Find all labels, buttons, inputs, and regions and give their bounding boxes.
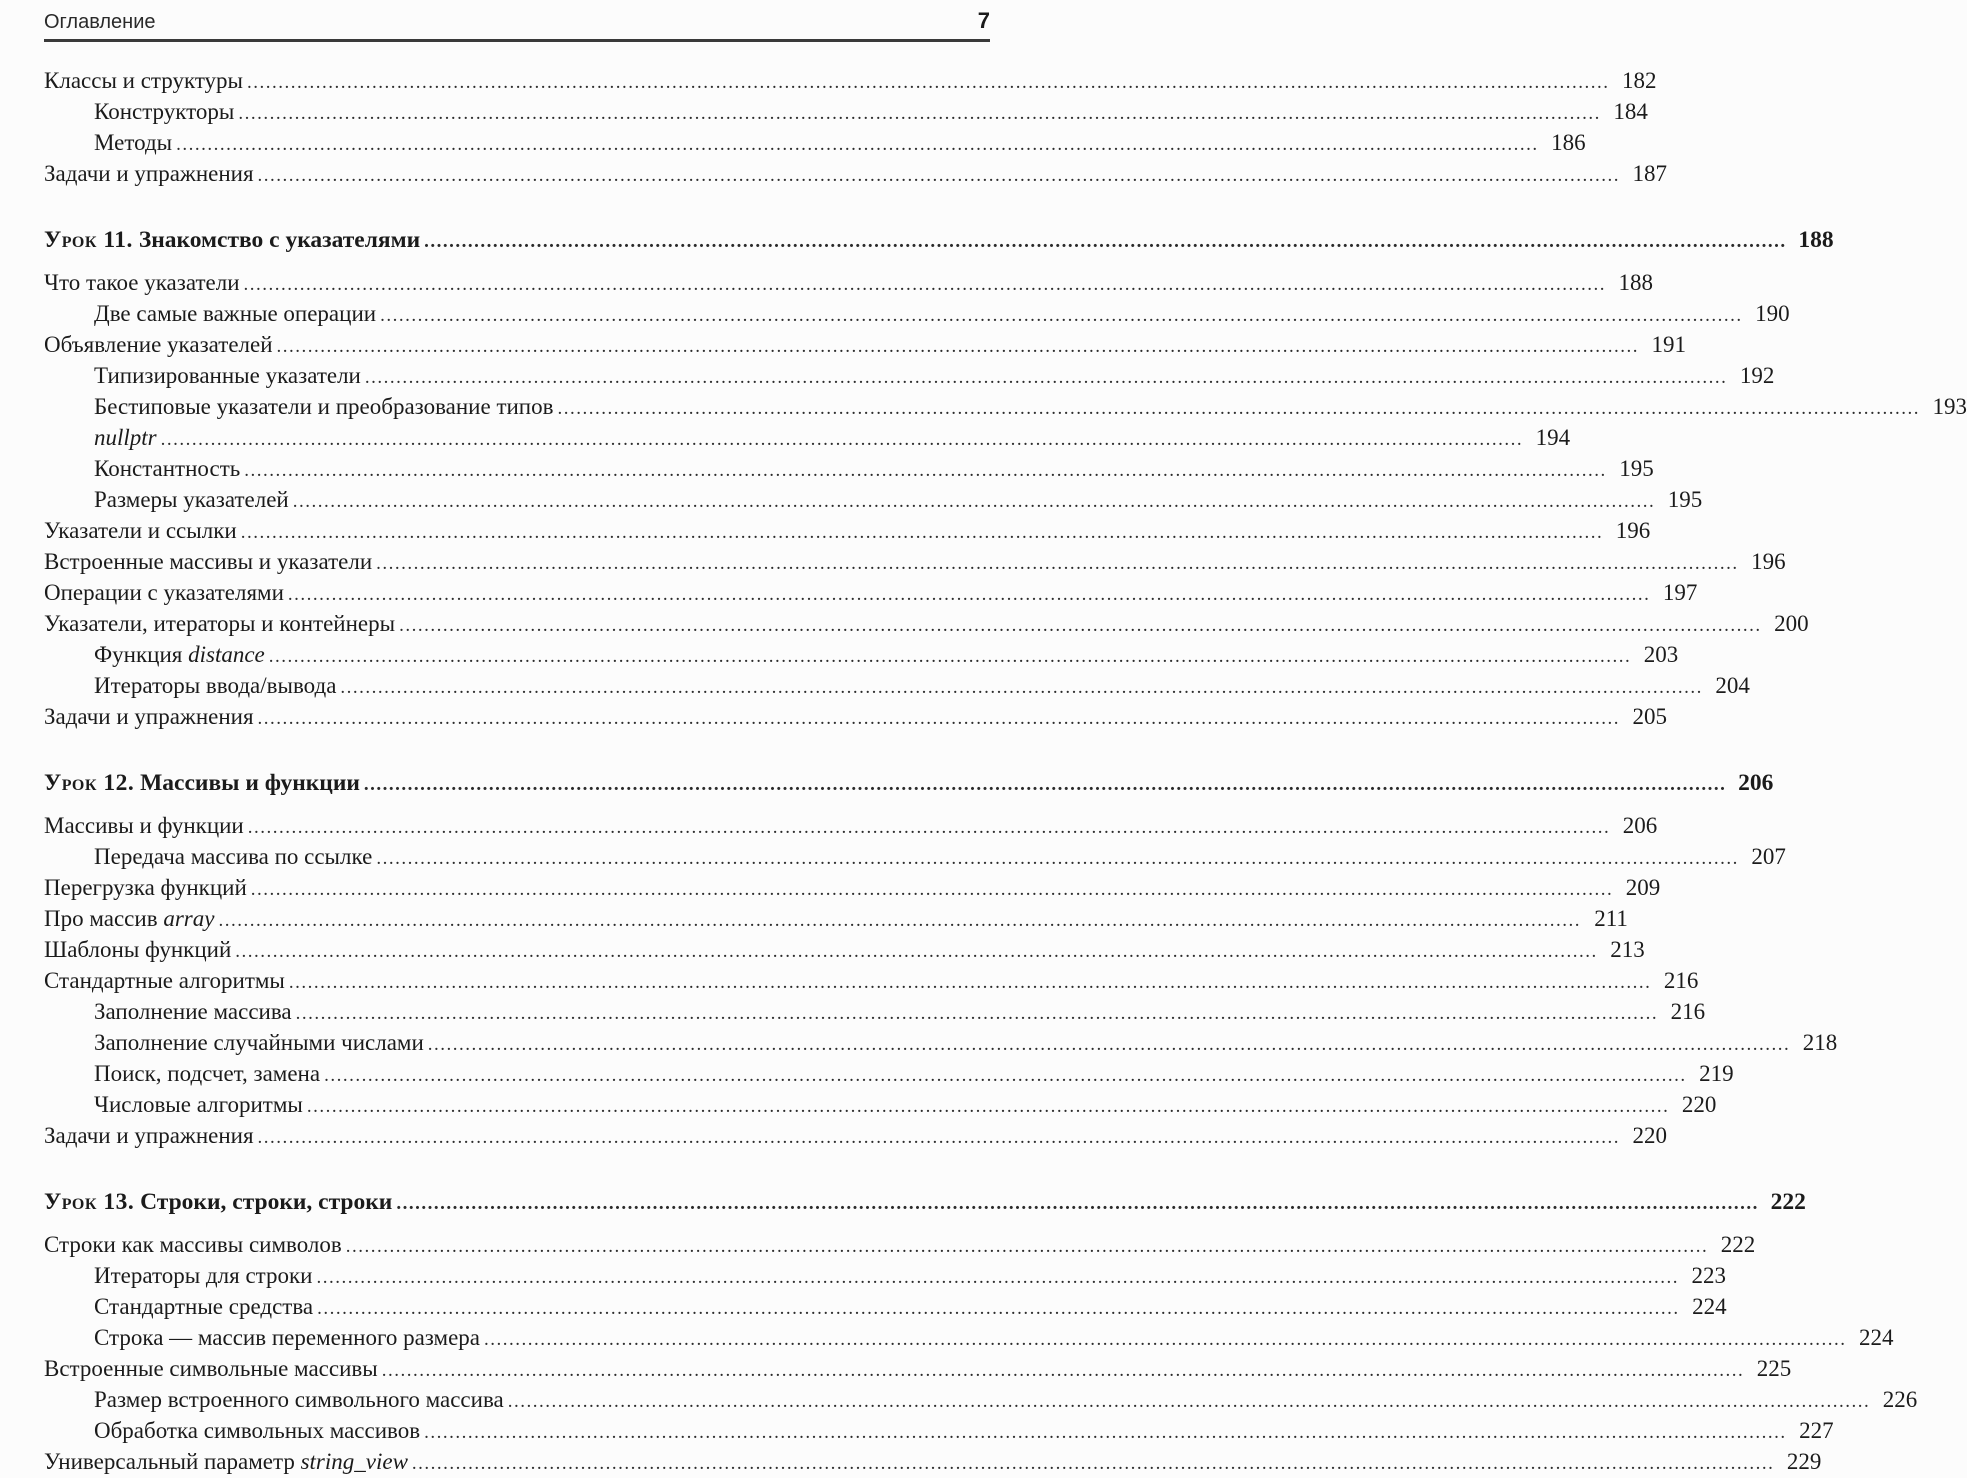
toc-entry-row [44,1090,1717,1121]
toc-entry-label [94,1416,420,1445]
toc-page-number: 186 [1551,130,1586,155]
dot-leader [258,159,1621,190]
toc-run: Передача массива по ссылке [94,844,373,869]
toc-entry-row [44,1121,1668,1152]
toc-page-number: 216 [1663,968,1699,993]
dot-leader [316,1261,1679,1292]
toc-list [44,66,1967,1478]
toc-entry-row [44,1385,1918,1416]
toc-page-number: 203 [1643,642,1679,667]
toc-entry-row [44,97,1648,128]
toc-run: Бестиповые указатели и преобразование типов [94,394,554,419]
toc-entry-row [44,454,1654,485]
toc-page-number: 224 [1692,1294,1727,1319]
toc-run: Размеры указателей [94,487,289,512]
dot-leader [365,361,1728,392]
dot-leader [324,1059,1687,1090]
toc-page-number: 188 [1618,270,1654,295]
toc-entry-row [44,392,1967,423]
toc-run: Перегрузка функций [44,875,247,900]
toc-page-number: 216 [1670,999,1706,1024]
toc-entry-label [44,873,247,902]
toc-run: Стандартные средства [94,1294,314,1319]
toc-page-number: 227 [1799,1418,1834,1443]
toc-run: Указатели и ссылки [44,518,237,543]
dot-leader [412,1447,1775,1478]
toc-run: Константность [94,456,241,481]
toc-entry-row [44,842,1786,873]
toc-run: Числовые алгоритмы [94,1092,303,1117]
toc-page-number: 220 [1632,1123,1668,1148]
toc-page-number: 184 [1613,99,1648,124]
toc-page-number: 188 [1798,227,1834,253]
toc-run: Массивы и функции [44,813,244,838]
dot-leader [251,873,1614,904]
toc-entry-label [44,578,284,607]
toc-page-number: 219 [1699,1061,1734,1086]
toc-page-number: 222 [1770,1189,1806,1215]
toc-page-number: 187 [1632,161,1668,186]
toc-run: Итераторы для строки [94,1263,313,1288]
dot-leader [396,1188,1759,1218]
running-head [44,8,990,42]
toc-page-number: 207 [1751,844,1786,869]
toc-entry-row [44,702,1668,733]
toc-entry-row [44,268,1654,299]
toc-entry-row [44,299,1790,330]
toc-run: Задачи и упражнения [44,704,254,729]
toc-run: Функция [94,642,189,667]
toc-entry-row [44,1261,1726,1292]
toc-entry-label [94,1059,320,1088]
toc-run: Типизированные указатели [94,363,361,388]
toc-run: Обработка символьных массивов [94,1418,421,1443]
toc-run: Задачи и упражнения [44,161,254,186]
toc-entry-label [94,842,372,871]
toc-entry-label [94,1028,424,1057]
toc-entry-row [44,1323,1894,1354]
toc-run: distance [188,642,265,667]
toc-entry-row [44,997,1706,1028]
toc-entry-row [44,1447,1822,1478]
toc-run: Встроенные массивы и указатели [44,549,373,574]
toc-page-number: 195 [1667,487,1703,512]
toc-run: Урок 11. [44,227,133,253]
dot-leader [248,811,1611,842]
toc-page-number: 218 [1802,1030,1838,1055]
dot-leader [247,66,1610,97]
toc-entry-row [44,516,1651,547]
toc-entry-label [44,226,420,255]
toc-run: Методы [94,130,173,155]
toc-entry-label [44,769,360,798]
toc-entry-row [44,966,1699,997]
toc-entry-label [44,268,240,297]
toc-page-number: 195 [1619,456,1654,481]
toc-entry-label [94,1090,303,1119]
toc-entry-row [44,1416,1834,1447]
dot-leader [364,769,1727,799]
toc-entry-label [94,1385,504,1414]
toc-page-number: 192 [1739,363,1775,388]
dot-leader [218,904,1581,935]
toc-run: Шаблоны функций [44,937,232,962]
toc-run: Знакомство с указателями [132,227,421,253]
toc-run: Классы и структуры [44,68,244,93]
dot-leader [428,1028,1791,1059]
toc-run: Указатели, итераторы и контейнеры [44,611,396,636]
toc-entry-row [44,671,1750,702]
toc-entry-row [44,66,1657,97]
toc-entry-label [44,904,214,933]
toc-entry-label [44,702,254,731]
toc-page-number: 190 [1755,301,1790,326]
toc-page-number: 229 [1786,1449,1822,1474]
dot-leader [289,966,1652,997]
toc-run: Поиск, подсчет, замена [94,1061,321,1086]
toc-run: Строки как массивы символов [44,1232,342,1257]
toc-entry-row [44,640,1679,671]
toc-entry-label [94,454,240,483]
toc-page-number: 205 [1632,704,1668,729]
toc-entry-label [94,640,265,669]
toc-page-number: 223 [1691,1263,1726,1288]
toc-entry-label [94,97,234,126]
dot-leader [244,268,1607,299]
toc-entry-label [44,1121,254,1150]
toc-entry-label [94,128,172,157]
toc-run: Строки, строки, строки [134,1189,393,1215]
toc-entry-label [94,299,376,328]
toc-page-number: 194 [1535,425,1571,450]
toc-run: Заполнение массива [94,999,292,1024]
dot-leader [376,842,1739,873]
dot-leader [346,1230,1709,1261]
page-header-title: Оглавление [44,11,156,33]
dot-leader [382,1354,1745,1385]
dot-leader [424,226,1787,256]
dot-leader [288,578,1651,609]
toc-entry-label [94,1261,312,1290]
toc-entry-row [44,361,1775,392]
dot-leader [238,97,1601,128]
toc-page-number: 191 [1651,332,1687,357]
toc-entry-label [44,330,273,359]
toc-page-number: 213 [1610,937,1645,962]
toc-run: Стандартные алгоритмы [44,968,285,993]
toc-entry-label [94,1292,313,1321]
toc-entry-row [44,904,1628,935]
toc-entry-label [44,811,244,840]
toc-run: Что такое указатели [44,270,240,295]
dot-leader [241,516,1604,547]
toc-entry-row [44,609,1809,640]
toc-entry-label [94,392,553,421]
toc-entry-label [44,966,285,995]
page-header-number: 7 [977,8,990,33]
toc-page-number: 196 [1615,518,1651,543]
dot-leader [484,1323,1847,1354]
toc-entry-row [44,873,1661,904]
toc-run: Конструкторы [94,99,235,124]
toc-run: Массивы и функции [134,770,360,796]
toc-entry-row [44,159,1668,190]
toc-entry-label [44,516,237,545]
toc-run: Встроенные символьные массивы [44,1356,378,1381]
dot-leader [557,392,1920,423]
toc-page-number: 196 [1751,549,1786,574]
dot-leader [244,454,1607,485]
toc-entry-row [44,330,1687,361]
toc-page-number: 204 [1715,673,1750,698]
toc-entry-label [94,997,292,1026]
toc-run: Заполнение случайными числами [94,1030,424,1055]
toc-run: array [163,906,215,931]
toc-entry-label [44,1230,342,1259]
toc-chapter-row [44,1188,1806,1218]
dot-leader [293,485,1656,516]
toc-entry-row [44,578,1698,609]
toc-entry-label [44,935,231,964]
toc-page-number: 226 [1882,1387,1918,1412]
dot-leader [376,547,1739,578]
toc-entry-row [44,1059,1734,1090]
toc-entry-label [44,1447,408,1476]
dot-leader [307,1090,1670,1121]
toc-entry-row [44,1028,1838,1059]
toc-entry-row [44,1230,1756,1261]
toc-page-number: 209 [1625,875,1661,900]
toc-run: Урок 13. [44,1189,135,1215]
toc-entry-row [44,485,1703,516]
toc-run: Задачи и упражнения [44,1123,254,1148]
toc-page-number: 182 [1622,68,1657,93]
dot-leader [161,423,1524,454]
toc-entry-label [44,1188,392,1217]
toc-run: string_view [300,1449,408,1474]
toc-run: Строка — массив переменного размера [94,1325,481,1350]
dot-leader [258,702,1621,733]
toc-entry-label [44,159,254,188]
toc-entry-label [94,671,336,700]
toc-entry-label [44,609,395,638]
toc-page-number: 224 [1859,1325,1894,1350]
toc-run: Универсальный параметр [44,1449,301,1474]
toc-page-number: 206 [1738,770,1774,796]
dot-leader [508,1385,1871,1416]
dot-leader [399,609,1762,640]
toc-run: Итераторы ввода/вывода [94,673,337,698]
dot-leader [296,997,1659,1028]
toc-run: nullptr [94,425,157,450]
toc-page-number: 222 [1720,1232,1756,1257]
dot-leader [317,1292,1680,1323]
dot-leader [258,1121,1621,1152]
toc-entry-label [94,485,289,514]
dot-leader [380,299,1743,330]
dot-leader [424,1416,1787,1447]
dot-leader [176,128,1539,159]
toc-entry-row [44,935,1645,966]
toc-entry-row [44,128,1586,159]
dot-leader [235,935,1598,966]
toc-entry-row [44,547,1786,578]
toc-entry-label [94,361,361,390]
toc-entry-label [94,1323,480,1352]
toc-page-number: 211 [1594,906,1628,931]
dot-leader [340,671,1703,702]
toc-run: Две самые важные операции [94,301,377,326]
toc-chapter-row [44,769,1774,799]
toc-entry-label [44,1354,378,1383]
toc-entry-row [44,1354,1792,1385]
toc-entry-row [44,1292,1727,1323]
dot-leader [277,330,1640,361]
toc-run: Урок 12. [44,770,135,796]
toc-run: Размер встроенного символьного массива [94,1387,504,1412]
toc-page-number: 197 [1662,580,1698,605]
toc-page-number: 193 [1932,394,1967,419]
toc-page-number: 225 [1756,1356,1792,1381]
toc-entry-label [94,423,157,452]
toc-chapter-row [44,226,1834,256]
toc-entry-row [44,423,1571,454]
toc-entry-label [44,547,372,576]
toc-entry-row [44,811,1658,842]
toc-run: Про массив [44,906,164,931]
toc-page-number: 200 [1774,611,1809,636]
toc-run: Объявление указателей [44,332,273,357]
toc-run: Операции с указателями [44,580,284,605]
dot-leader [269,640,1632,671]
toc-entry-label [44,66,243,95]
toc-page-number: 206 [1622,813,1658,838]
toc-page-number: 220 [1681,1092,1717,1117]
